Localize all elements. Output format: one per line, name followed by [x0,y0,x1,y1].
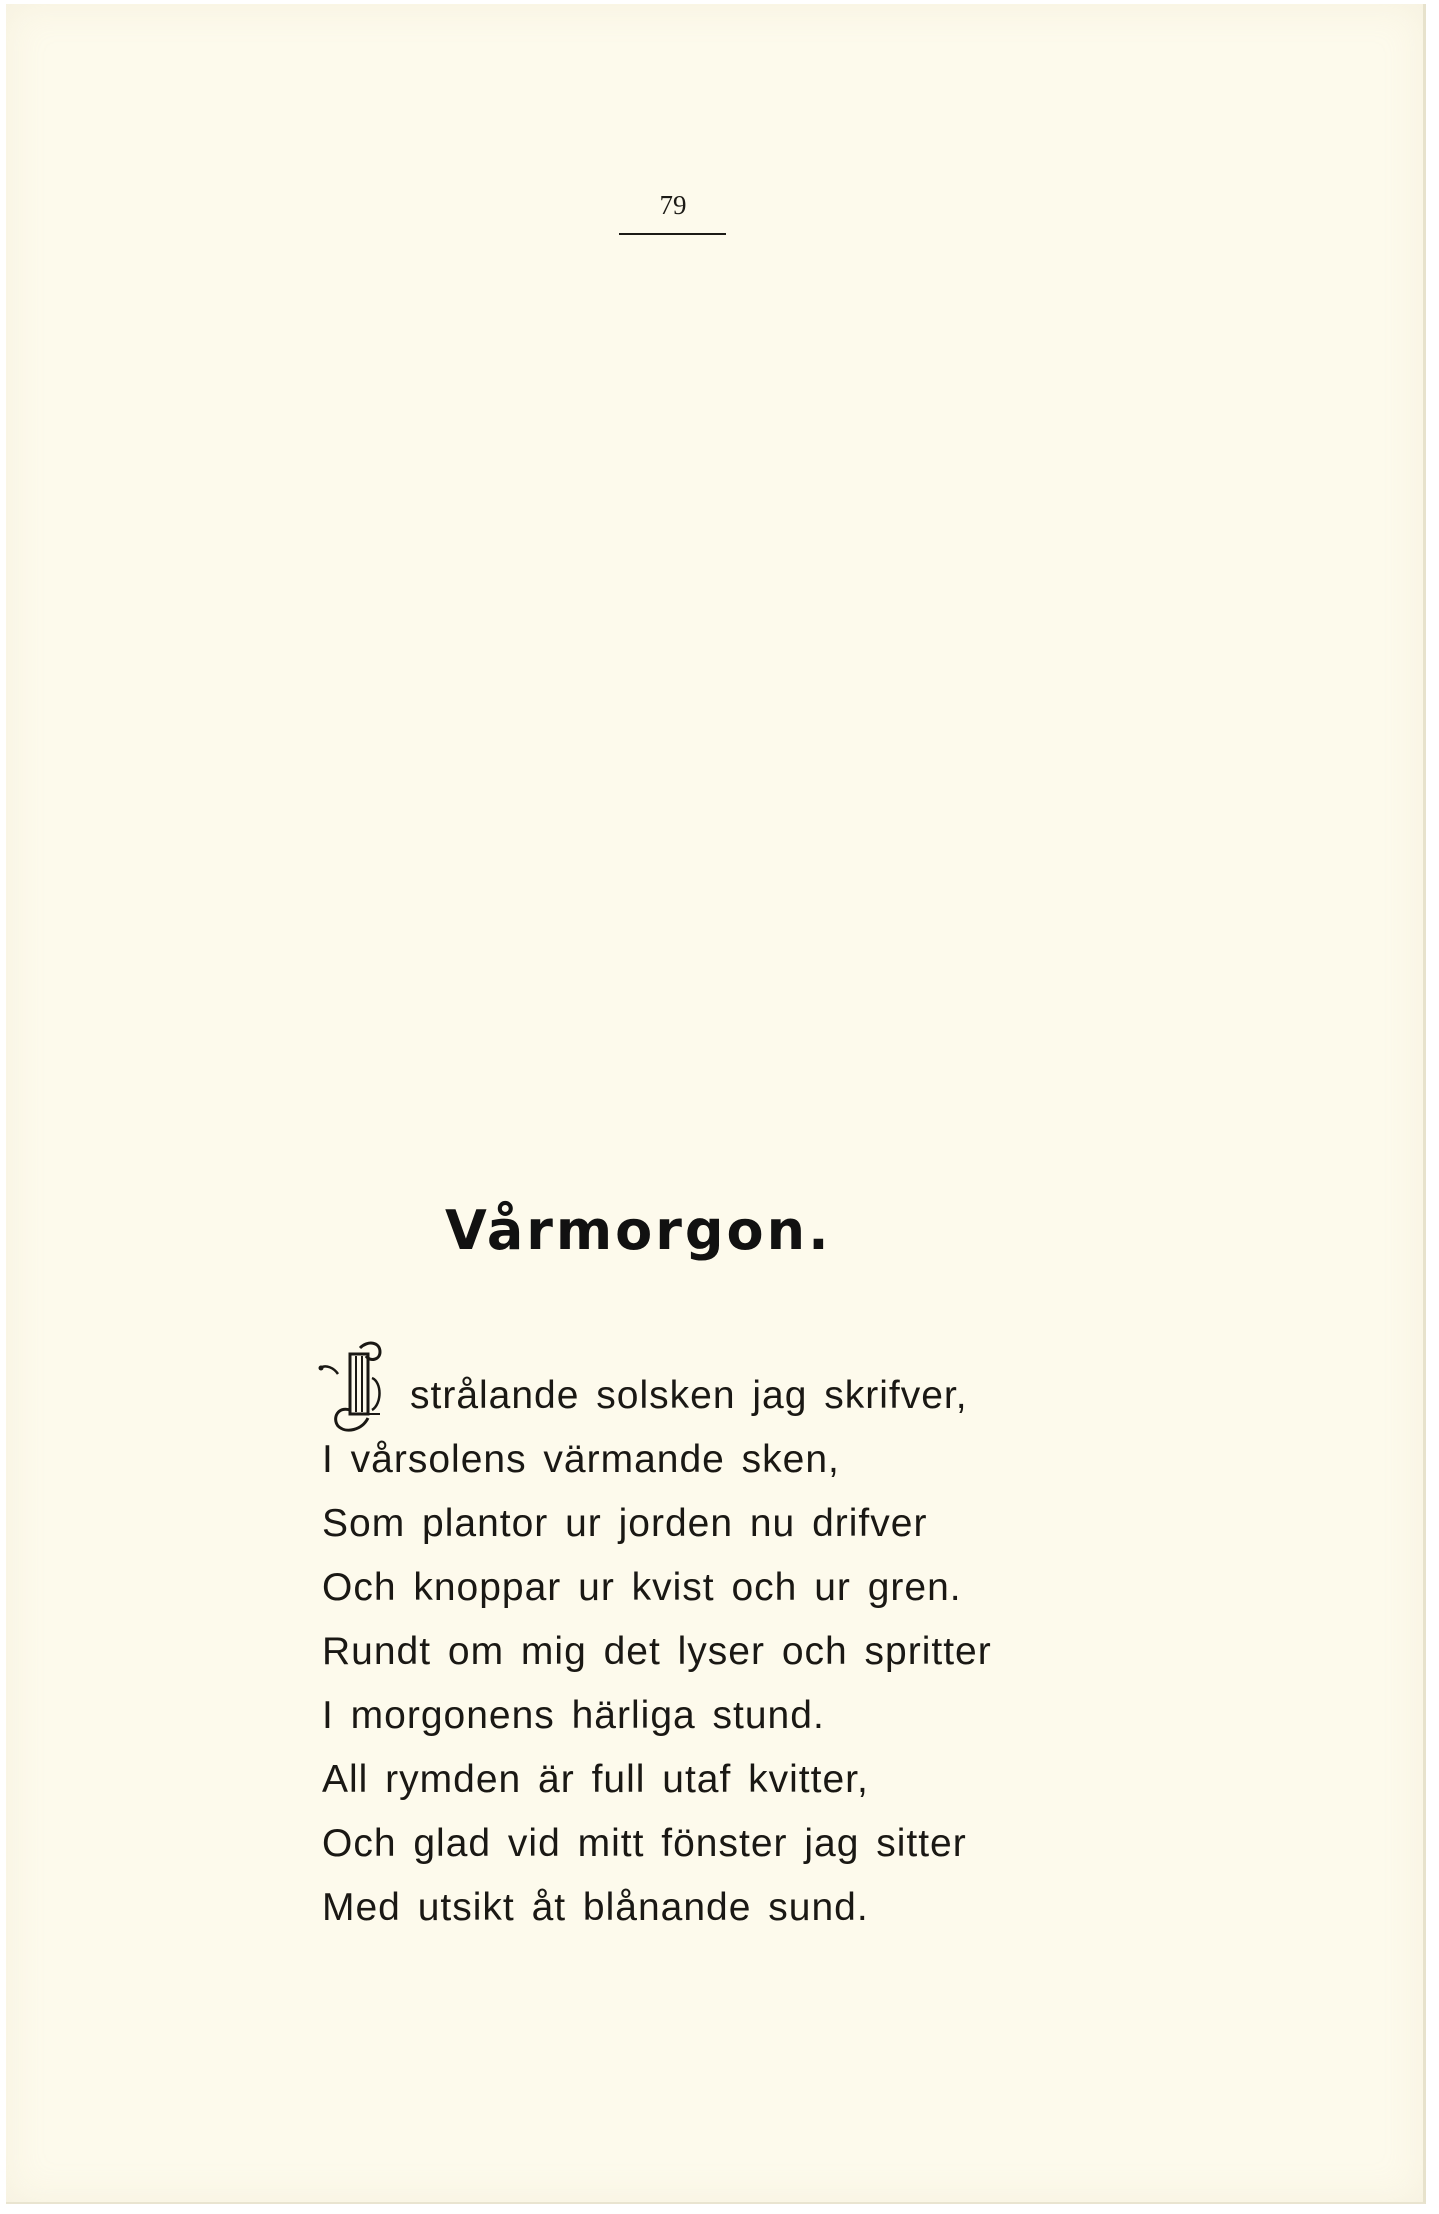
poem-line: Och glad vid mitt fönster jag sitter [322,1822,967,1865]
poem-line-text: strålande solsken jag skrifver, [410,1374,968,1417]
poem-line: I vårsolens värmande sken, [322,1438,840,1481]
poem-line: Och knoppar ur kvist och ur gren. [322,1566,962,1609]
poem-line [322,1364,1122,1428]
poem-line: Rundt om mig det lyser och spritter [322,1630,992,1673]
poem-body [322,1364,1122,1940]
ornamental-drop-cap-icon [316,1338,400,1434]
poem-line: I morgonens härliga stund. [322,1694,825,1737]
poem-line: All rymden är full utaf kvitter, [322,1758,869,1801]
page-number: 79 [659,190,687,220]
poem-line: Som plantor ur jorden nu drifver [322,1502,928,1545]
page-number-rule [619,233,726,235]
poem-line: Med utsikt åt blånande sund. [322,1886,869,1929]
book-page [6,4,1426,2204]
poem-title: Vårmorgon. [445,1199,832,1262]
